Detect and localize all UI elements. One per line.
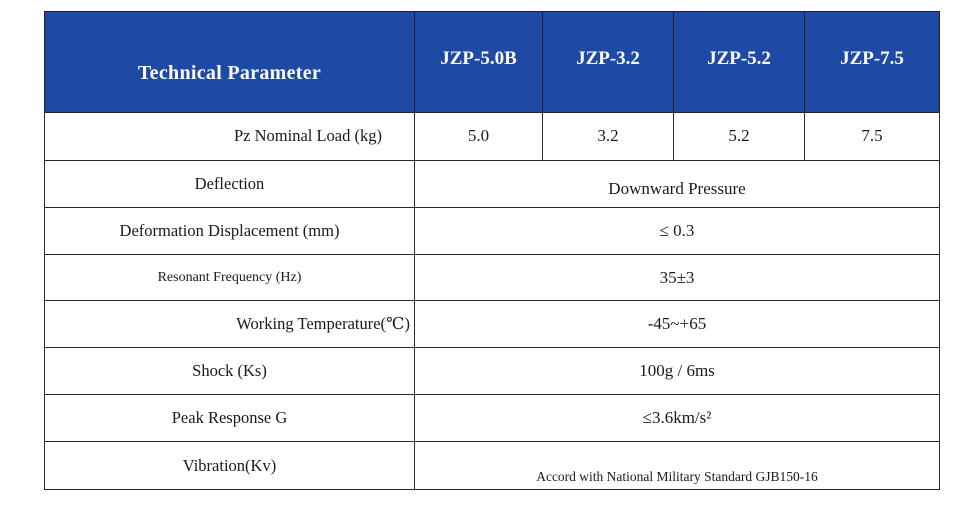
model-column-header: JZP-7.5 <box>805 12 940 113</box>
peak-response-label: Peak Response G <box>45 395 415 442</box>
model-column-header: JZP-5.2 <box>674 12 805 113</box>
vibration-value: Accord with National Military Standard GJB150-16 <box>415 442 940 490</box>
shock-value: 100g / 6ms <box>415 348 940 395</box>
model-column-header: JZP-3.2 <box>543 12 674 113</box>
shock-label: Shock (Ks) <box>45 348 415 395</box>
model-column-header: JZP-5.0B <box>415 12 543 113</box>
parameter-column-header: Technical Parameter <box>45 12 415 113</box>
resonant-frequency-label: Resonant Frequency (Hz) <box>45 254 415 301</box>
table-row-peak-response <box>45 395 940 442</box>
deflection-label: Deflection <box>45 160 415 207</box>
table-header-row <box>45 12 940 113</box>
deflection-value: Downward Pressure <box>415 160 940 207</box>
table-row-vibration <box>45 442 940 490</box>
nominal-load-value: 3.2 <box>543 113 674 161</box>
table-row-working-temperature <box>45 301 940 348</box>
table-row-resonant-frequency <box>45 254 940 301</box>
nominal-load-value: 7.5 <box>805 113 940 161</box>
deformation-displacement-label: Deformation Displacement (mm) <box>45 207 415 254</box>
nominal-load-value: 5.0 <box>415 113 543 161</box>
vibration-label: Vibration(Kv) <box>45 442 415 490</box>
working-temperature-label: Working Temperature(℃) <box>45 301 415 348</box>
resonant-frequency-value: 35±3 <box>415 254 940 301</box>
nominal-load-label: Pz Nominal Load (kg) <box>45 113 415 161</box>
technical-parameter-table <box>44 11 940 490</box>
nominal-load-value: 5.2 <box>674 113 805 161</box>
table-row-nominal-load <box>45 113 940 161</box>
peak-response-value: ≤3.6km/s² <box>415 395 940 442</box>
table-row-shock <box>45 348 940 395</box>
table-row-deformation-displacement <box>45 207 940 254</box>
deformation-displacement-value: ≤ 0.3 <box>415 207 940 254</box>
table-row-deflection <box>45 160 940 207</box>
working-temperature-value: -45~+65 <box>415 301 940 348</box>
